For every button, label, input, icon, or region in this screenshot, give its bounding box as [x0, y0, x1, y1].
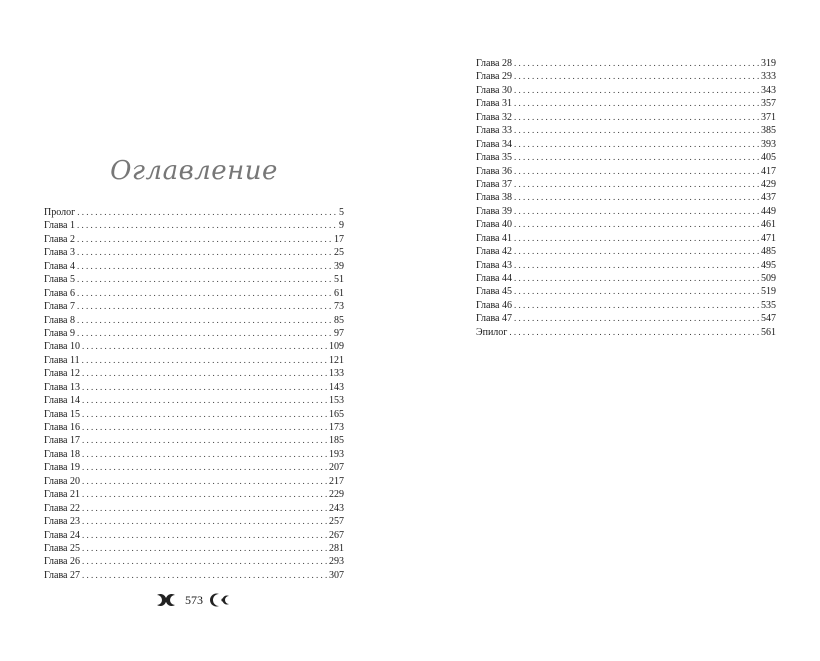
toc-entry-label: Глава 23: [44, 516, 80, 528]
dot-leader: [77, 246, 332, 259]
toc-entry: [44, 569, 344, 582]
toc-entry: [476, 259, 776, 272]
toc-entry-page: 61: [334, 287, 344, 299]
dot-leader: [82, 367, 327, 380]
toc-entry: [44, 314, 344, 327]
toc-entry-page: 5: [339, 207, 344, 218]
toc-entry-label: Глава 22: [44, 502, 80, 514]
dot-leader: [514, 138, 759, 151]
dot-leader: [514, 272, 759, 285]
toc-entry: [44, 354, 344, 367]
toc-entry-label: Глава 29: [476, 71, 512, 83]
toc-entry: [476, 285, 776, 298]
toc-entry-label: Глава 19: [44, 462, 80, 474]
toc-entry-label: Глава 21: [44, 489, 80, 501]
toc-entry-page: 293: [329, 556, 344, 568]
toc-entry-page: 133: [329, 368, 344, 380]
toc-entry-page: 109: [329, 341, 344, 353]
toc-entry: [44, 488, 344, 501]
toc-entry-page: 495: [761, 259, 776, 271]
toc-entry: [44, 340, 344, 353]
dot-leader: [82, 461, 327, 474]
toc-entry-page: 9: [339, 220, 344, 232]
dot-leader: [514, 299, 759, 312]
toc-entry: [44, 448, 344, 461]
dot-leader: [82, 502, 327, 515]
toc-entry-page: 39: [334, 260, 344, 272]
toc-entry: [44, 381, 344, 394]
toc-entry-label: Эпилог: [476, 326, 508, 338]
dot-leader: [514, 205, 759, 218]
dot-leader: [77, 233, 332, 246]
toc-entry: [476, 191, 776, 204]
toc-entry-page: 165: [329, 408, 344, 420]
dot-leader: [514, 165, 759, 178]
dot-leader: [514, 151, 759, 164]
toc-entry: [44, 542, 344, 555]
toc-entry-label: Глава 16: [44, 422, 80, 433]
toc-entry: [44, 260, 344, 273]
toc-entry-page: 229: [329, 489, 344, 501]
toc-entry-page: 417: [761, 165, 776, 177]
toc-entry-page: 471: [761, 232, 776, 244]
moon-ornament-left-icon: [153, 592, 179, 608]
toc-entry-label: Глава 12: [44, 368, 80, 380]
toc-entry-page: 153: [329, 395, 344, 407]
toc-entry: [44, 394, 344, 407]
toc-entry-label: Глава 2: [44, 233, 75, 245]
dot-leader: [509, 326, 759, 339]
dot-leader: [82, 529, 327, 542]
toc-entry: [44, 515, 344, 528]
toc-entry-label: Глава 47: [476, 313, 512, 325]
toc-entry-page: 193: [329, 448, 344, 460]
toc-entry-label: Глава 32: [476, 111, 512, 123]
dot-leader: [514, 124, 759, 137]
dot-leader: [514, 232, 759, 245]
toc-entry-page: 207: [329, 462, 344, 474]
toc-entry: [44, 408, 344, 421]
toc-entry-page: 485: [761, 246, 776, 258]
toc-entry-page: 343: [761, 84, 776, 96]
toc-entry-label: Глава 43: [476, 259, 512, 271]
toc-entry-page: 385: [761, 125, 776, 137]
toc-entry: [476, 111, 776, 124]
toc-entry: [476, 312, 776, 325]
toc-entry-label: Глава 37: [476, 178, 512, 190]
toc-entry-page: 25: [334, 247, 344, 259]
toc-entry-page: 73: [334, 301, 344, 313]
toc-entry: [44, 206, 344, 219]
dot-leader: [82, 434, 327, 447]
dot-leader: [514, 97, 759, 110]
page-number: 573: [185, 592, 203, 607]
toc-entry-label: Глава 20: [44, 475, 80, 487]
toc-entry-page: 393: [761, 138, 776, 150]
toc-entry-page: 437: [761, 192, 776, 204]
toc-entry-label: Глава 35: [476, 152, 512, 164]
toc-entry: [44, 233, 344, 246]
toc-entry: [476, 151, 776, 164]
toc-entry: [44, 475, 344, 488]
toc-entry: [476, 124, 776, 137]
toc-entry-page: 173: [329, 422, 344, 433]
toc-entry-label: Глава 10: [44, 341, 80, 353]
toc-entry-label: Глава 38: [476, 192, 512, 204]
toc-entry-label: Глава 36: [476, 165, 512, 177]
toc-entry-label: Глава 40: [476, 219, 512, 231]
toc-entry-page: 243: [329, 502, 344, 514]
dot-leader: [82, 340, 327, 353]
dot-leader: [82, 475, 327, 488]
dot-leader: [77, 300, 332, 313]
toc-entry: [44, 246, 344, 259]
toc-entry-page: 97: [334, 327, 344, 339]
toc-entry-label: Глава 27: [44, 569, 80, 581]
toc-entry-label: Глава 46: [476, 299, 512, 311]
toc-column-left: [44, 206, 344, 582]
toc-entry-label: Глава 13: [44, 381, 80, 393]
toc-entry-label: Глава 8: [44, 314, 75, 326]
toc-entry-label: Глава 6: [44, 287, 75, 299]
dot-leader: [82, 354, 327, 367]
toc-entry: [44, 300, 344, 313]
toc-entry-label: Глава 33: [476, 125, 512, 137]
toc-entry-label: Глава 18: [44, 448, 80, 460]
dot-leader: [514, 285, 759, 298]
toc-entry-label: Глава 41: [476, 232, 512, 244]
dot-leader: [77, 327, 332, 340]
toc-entry-page: 143: [329, 381, 344, 393]
toc-entry-page: 535: [761, 299, 776, 311]
toc-entry-page: 185: [329, 435, 344, 447]
dot-leader: [82, 381, 327, 394]
toc-entry-page: 357: [761, 98, 776, 110]
toc-entry-page: 257: [329, 516, 344, 528]
dot-leader: [514, 178, 759, 191]
toc-entry-page: 405: [761, 152, 776, 164]
toc-entry-page: 547: [761, 313, 776, 325]
toc-entry-page: 281: [329, 542, 344, 554]
toc-entry-label: Глава 17: [44, 435, 80, 447]
toc-entry-label: Глава 25: [44, 542, 80, 554]
toc-entry-label: Глава 15: [44, 408, 80, 420]
dot-leader: [82, 515, 327, 528]
toc-entry: [476, 178, 776, 191]
toc-entry: [44, 434, 344, 447]
toc-entry-label: Глава 3: [44, 247, 75, 259]
toc-entry-label: Глава 5: [44, 274, 75, 286]
toc-entry: [476, 272, 776, 285]
toc-entry: [44, 529, 344, 542]
toc-entry-label: Глава 44: [476, 273, 512, 284]
toc-entry-label: Глава 42: [476, 246, 512, 258]
dot-leader: [82, 555, 327, 568]
dot-leader: [82, 394, 327, 407]
dot-leader: [514, 218, 759, 231]
toc-entry-label: Глава 26: [44, 556, 80, 568]
toc-entry-label: Глава 39: [476, 205, 512, 217]
toc-entry-page: 461: [761, 219, 776, 231]
toc-entry: [476, 218, 776, 231]
dot-leader: [77, 206, 337, 219]
toc-entry: [476, 84, 776, 97]
dot-leader: [82, 448, 327, 461]
toc-entry-page: 85: [334, 314, 344, 326]
toc-entry: [44, 273, 344, 286]
toc-entry-page: 449: [761, 205, 776, 217]
toc-entry: [476, 165, 776, 178]
toc-entry-page: 429: [761, 178, 776, 190]
toc-entry-label: Глава 1: [44, 220, 75, 232]
toc-entry-page: 509: [761, 273, 776, 284]
toc-entry-label: Глава 11: [44, 354, 80, 366]
dot-leader: [514, 259, 759, 272]
dot-leader: [82, 569, 327, 582]
toc-entry-page: 17: [334, 233, 344, 245]
toc-entry-label: Глава 28: [476, 58, 512, 69]
page-footer: [44, 592, 344, 608]
toc-entry: [476, 138, 776, 151]
toc-entry-label: Глава 34: [476, 138, 512, 150]
dot-leader: [77, 273, 332, 286]
dot-leader: [82, 488, 327, 501]
toc-entry-label: Глава 9: [44, 327, 75, 339]
toc-entry-label: Пролог: [44, 207, 76, 218]
dot-leader: [514, 84, 759, 97]
page-title: Оглавление: [110, 156, 278, 186]
toc-entry: [44, 502, 344, 515]
toc-entry: [476, 299, 776, 312]
toc-entry: [476, 70, 776, 83]
toc-column-right: [476, 57, 776, 339]
toc-entry: [476, 97, 776, 110]
dot-leader: [514, 245, 759, 258]
dot-leader: [82, 408, 327, 421]
toc-entry: [44, 287, 344, 300]
toc-entry: [476, 245, 776, 258]
dot-leader: [77, 260, 332, 273]
toc-entry-label: Глава 30: [476, 84, 512, 96]
toc-entry: [44, 219, 344, 232]
toc-entry-page: 333: [761, 71, 776, 83]
dot-leader: [82, 542, 327, 555]
toc-entry-label: Глава 7: [44, 301, 75, 313]
dot-leader: [514, 57, 759, 70]
toc-entry: [476, 326, 776, 339]
toc-entry-page: 121: [329, 354, 344, 366]
dot-leader: [514, 312, 759, 325]
toc-entry-page: 519: [761, 286, 776, 298]
toc-entry-page: 319: [761, 58, 776, 69]
toc-entry: [44, 555, 344, 568]
dot-leader: [514, 70, 759, 83]
toc-entry-label: Глава 45: [476, 286, 512, 298]
dot-leader: [514, 191, 759, 204]
toc-entry-label: Глава 31: [476, 98, 512, 110]
dot-leader: [82, 421, 327, 434]
toc-entry-label: Глава 24: [44, 529, 80, 541]
toc-entry-label: Глава 14: [44, 395, 80, 407]
toc-entry: [44, 367, 344, 380]
toc-entry: [476, 57, 776, 70]
toc-entry: [44, 421, 344, 434]
toc-entry: [44, 327, 344, 340]
toc-entry-page: 267: [329, 529, 344, 541]
toc-entry-page: 217: [329, 475, 344, 487]
toc-entry-label: Глава 4: [44, 260, 75, 272]
dot-leader: [77, 219, 337, 232]
toc-entry-page: 51: [334, 274, 344, 286]
toc-entry-page: 307: [329, 569, 344, 581]
toc-entry: [44, 461, 344, 474]
toc-entry: [476, 232, 776, 245]
toc-entry-page: 371: [761, 111, 776, 123]
toc-entry: [476, 205, 776, 218]
toc-entry-page: 561: [761, 326, 776, 338]
dot-leader: [77, 287, 332, 300]
moon-ornament-right-icon: [209, 592, 235, 608]
dot-leader: [514, 111, 759, 124]
dot-leader: [77, 314, 332, 327]
